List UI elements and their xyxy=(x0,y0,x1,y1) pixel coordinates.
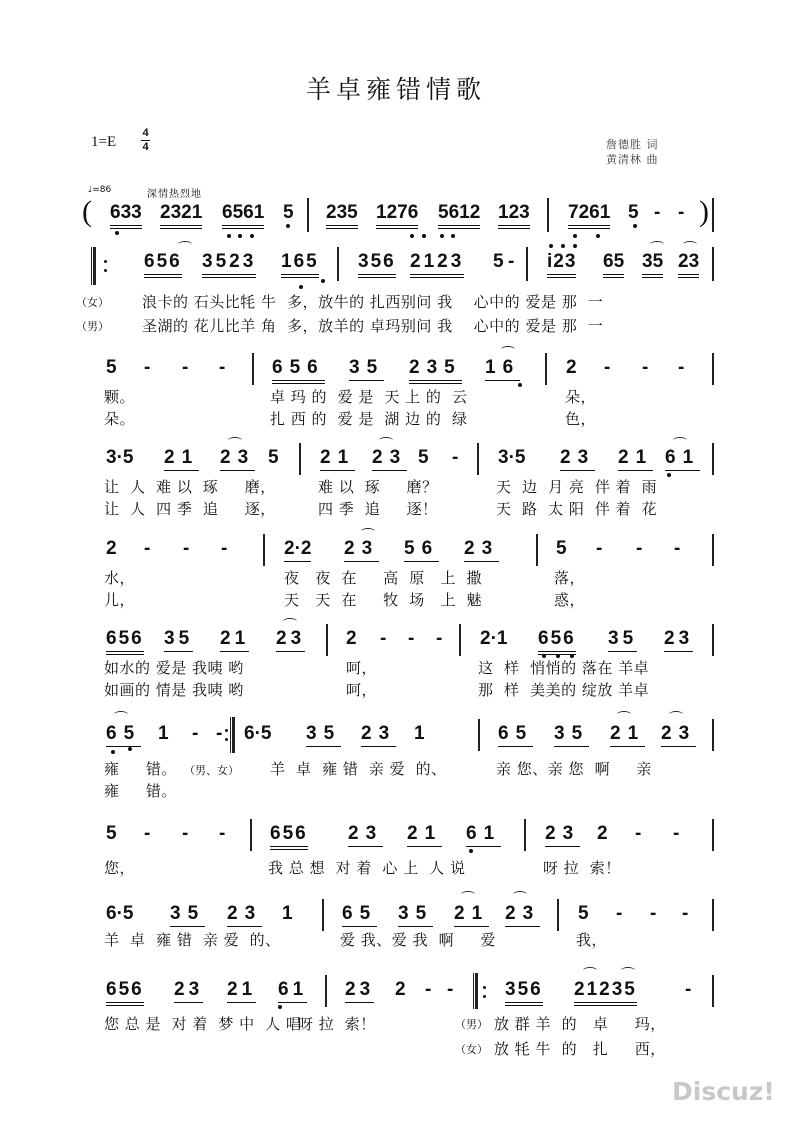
lyric: 儿， xyxy=(104,591,136,609)
tie-icon xyxy=(283,618,297,625)
note-group: 23 xyxy=(664,628,693,652)
male-label: （男） xyxy=(455,1018,488,1031)
note-group: 61 xyxy=(665,447,700,471)
time-sig-top: 4 xyxy=(142,127,149,139)
tie-icon xyxy=(513,891,527,898)
dash: - xyxy=(616,903,623,924)
lyric: 天 天 在 牧 场 上 魅 xyxy=(284,591,483,609)
key-signature: 1=E xyxy=(91,134,117,150)
note-group: 23 xyxy=(545,823,580,847)
dash: - xyxy=(144,538,151,559)
lyric-line-male: 圣湖的 花儿比羊 角 多，放羊的 卓玛别问 我 心中的 爱是 那 一 xyxy=(142,317,604,335)
male-female-label: （男、女） xyxy=(184,764,239,777)
dash: - xyxy=(452,447,459,468)
note-group: 21 xyxy=(454,903,489,927)
note: 1 xyxy=(282,903,293,924)
octave-dot xyxy=(410,234,414,238)
octave-dot xyxy=(451,234,455,238)
credits xyxy=(606,137,659,167)
lyric: 让 人 四 季 追 逐， xyxy=(104,500,276,518)
lyric: 雍 错。 xyxy=(104,782,177,800)
note-group: 16 xyxy=(485,357,520,381)
octave-dot xyxy=(573,244,577,248)
note-group: i23 xyxy=(547,251,576,278)
octave-dot xyxy=(440,234,444,238)
octave-dot xyxy=(667,473,671,477)
lyric: 卓 玛 的 爱 是 天 上 的 云 xyxy=(270,388,468,406)
expression-marking: 深情热烈地 xyxy=(147,189,202,200)
lyric: 羊 卓 雍 错 亲 爱 的、 xyxy=(104,931,281,949)
barline xyxy=(712,534,714,566)
octave-dot xyxy=(483,986,486,989)
note: 5 xyxy=(106,357,117,378)
note-group: 5612 xyxy=(438,202,480,229)
male-label: （男） xyxy=(76,320,109,333)
note-group: 633 xyxy=(110,202,142,229)
dash: - xyxy=(636,538,643,559)
dash: - xyxy=(425,979,432,1000)
octave-dot xyxy=(299,285,303,289)
tie-icon xyxy=(461,891,475,898)
note: 2 xyxy=(395,979,406,1000)
tie-icon xyxy=(501,346,515,353)
dash: - xyxy=(183,538,190,559)
dash: - xyxy=(674,538,681,559)
note-group: 35 xyxy=(349,357,384,381)
note-group: 656 xyxy=(272,357,325,384)
octave-dot xyxy=(321,279,325,283)
note-group: 656 xyxy=(538,628,576,655)
lyric: 雍 错。 xyxy=(104,760,177,778)
barline xyxy=(712,719,714,751)
dash: - xyxy=(508,251,515,272)
barline xyxy=(299,443,301,475)
barline xyxy=(526,247,528,281)
dash: - xyxy=(673,823,680,844)
note-group: 2321 xyxy=(160,202,202,229)
lyric: 让 人 难 以 琢 磨， xyxy=(104,478,276,496)
note-group: 35 xyxy=(306,723,341,747)
lyric: 放 群 羊 的 卓 玛， xyxy=(494,1015,666,1033)
tie-icon xyxy=(650,241,664,248)
note-group: 356 xyxy=(358,251,396,278)
lyric: 呵， xyxy=(346,681,378,699)
note: 1 xyxy=(414,723,425,744)
tie-icon xyxy=(228,437,242,444)
repeat-start-barline xyxy=(473,973,478,1009)
barline xyxy=(478,719,480,751)
lyric: 色， xyxy=(565,410,597,428)
octave-dot xyxy=(278,1005,282,1009)
note-group: 3·5 xyxy=(498,447,526,468)
dash: - xyxy=(447,979,454,1000)
note: 5 xyxy=(106,823,117,844)
dash: - xyxy=(642,357,649,378)
octave-dot xyxy=(518,383,522,387)
tie-icon xyxy=(379,437,393,444)
octave-dot xyxy=(225,738,228,741)
octave-dot xyxy=(104,260,107,263)
note-group: 1276 xyxy=(376,202,418,229)
note-group: 21 xyxy=(618,447,653,471)
lyric: 我， xyxy=(576,931,608,949)
barline xyxy=(545,353,547,385)
note-group: 2123 xyxy=(410,251,464,278)
close-paren: ) xyxy=(699,195,709,228)
note-group: 235 xyxy=(409,357,462,384)
watermark: Discuz! xyxy=(672,1077,775,1106)
octave-dot xyxy=(225,729,228,732)
lyricist: 詹德胜 词 xyxy=(606,138,659,151)
note-group: 65 xyxy=(342,903,377,927)
lyric: 您 总 是 对 着 梦 中 人 唱 xyxy=(104,1015,302,1033)
barline xyxy=(712,198,714,232)
note-group: 35 xyxy=(398,903,433,927)
note: 2 xyxy=(597,823,608,844)
octave-dot xyxy=(128,747,132,751)
note-group: 23 xyxy=(220,447,255,471)
barline xyxy=(326,624,328,656)
note-group: 123 xyxy=(498,202,530,229)
note-group: 35 xyxy=(554,723,589,747)
octave-dot xyxy=(483,995,486,998)
note: 5 xyxy=(283,202,294,223)
dash: - xyxy=(221,538,228,559)
lyric: 水， xyxy=(104,569,136,587)
note-group: 6561 xyxy=(222,202,264,229)
dash: - xyxy=(144,823,151,844)
tie-icon xyxy=(361,528,375,535)
repeat-end-barline xyxy=(230,717,235,753)
note-group: 23 xyxy=(505,903,540,927)
lyric: 这 样 悄悄的 落在 羊卓 xyxy=(478,659,650,677)
note-group: 656 xyxy=(144,251,182,278)
note-group: 21 xyxy=(407,823,442,847)
barline xyxy=(712,353,714,385)
dash: - xyxy=(436,628,443,649)
note-group: 21 xyxy=(220,628,249,652)
lyric: 如水的 爱是 我咦 哟 xyxy=(104,659,244,677)
note-group: 656 xyxy=(106,979,144,1006)
lyric: 扎 西 的 爱 是 湖 边 的 绿 xyxy=(270,410,468,428)
barline xyxy=(712,247,714,281)
barline xyxy=(712,975,714,1007)
tie-icon xyxy=(669,711,683,718)
note-group: 7261 xyxy=(568,202,610,229)
barline xyxy=(322,899,324,931)
octave-dot xyxy=(561,244,565,248)
note-group: 21 xyxy=(227,979,256,1003)
time-signature xyxy=(141,128,150,153)
dash: - xyxy=(182,823,189,844)
barline xyxy=(712,443,714,475)
note-group: 656 xyxy=(270,823,308,850)
barline xyxy=(712,899,714,931)
lyric: 颗。 xyxy=(104,388,136,406)
note: 5 xyxy=(493,251,504,272)
note-group: 21 xyxy=(610,723,645,747)
barline xyxy=(337,247,339,281)
barline xyxy=(557,899,559,931)
lyric: 羊 卓 雍 错 亲 爱 的、 xyxy=(270,760,447,778)
lyric: 我 总 想 对 着 心 上 人 说 xyxy=(268,859,466,877)
barline xyxy=(524,819,526,851)
lyric-line-female: 浪卡的 石头比牦 牛 多，放牛的 扎西别问 我 心中的 爱是 那 一 xyxy=(142,293,604,311)
lyric: 呀 拉 索！ xyxy=(543,859,621,877)
open-paren: ( xyxy=(82,195,92,228)
note-group: 3523 xyxy=(202,251,256,278)
tempo-marking: ♩=86 xyxy=(88,185,112,195)
barline xyxy=(252,353,254,385)
note-group: 23 xyxy=(348,823,383,847)
note-group: 56 xyxy=(404,538,439,562)
note-group: 356 xyxy=(505,979,543,1006)
time-sig-bottom: 4 xyxy=(142,141,149,153)
octave-dot xyxy=(422,234,426,238)
lyric: 天 边 月 亮 伴 着 雨 xyxy=(496,478,658,496)
dash: - xyxy=(219,357,226,378)
female-label: （女） xyxy=(455,1043,488,1056)
dash: - xyxy=(685,979,692,1000)
dash: - xyxy=(144,357,151,378)
barline xyxy=(477,443,479,475)
note: 5 xyxy=(628,202,639,223)
barline xyxy=(536,534,538,566)
dash: - xyxy=(182,357,189,378)
tie-icon xyxy=(114,711,128,718)
dash: - xyxy=(682,903,689,924)
dash: - xyxy=(596,538,603,559)
lyric: 朵。 xyxy=(104,410,136,428)
octave-dot xyxy=(111,750,115,754)
note-group: 2·2 xyxy=(284,538,311,562)
dash: - xyxy=(678,357,685,378)
lyric: 爱 我、爱 我 啊 爱 xyxy=(340,931,496,949)
tie-icon xyxy=(178,241,192,248)
lyric: 呀 拉 索！ xyxy=(298,1015,376,1033)
barline xyxy=(547,198,549,232)
tie-icon xyxy=(683,241,697,248)
repeat-start-barline xyxy=(91,247,96,285)
dash: - xyxy=(408,628,415,649)
note-group: 235 xyxy=(326,202,358,229)
note: 5 xyxy=(578,903,589,924)
dash: - xyxy=(635,823,642,844)
note-group: 23 xyxy=(361,723,396,747)
tie-icon xyxy=(621,967,635,974)
barline xyxy=(325,975,327,1007)
barline xyxy=(263,534,265,566)
note-group: 6·5 xyxy=(244,723,272,744)
octave-dot xyxy=(549,244,553,248)
lyric: 如画的 情是 我咦 哟 xyxy=(104,681,244,699)
dash: - xyxy=(192,723,199,744)
note-group: 21 xyxy=(164,447,199,471)
octave-dot xyxy=(596,234,600,238)
note-group: 61 xyxy=(278,979,307,1003)
lyric: 天 路 太 阳 伴 着 花 xyxy=(496,500,658,518)
note-group: 23 xyxy=(276,628,305,652)
lyric: 那 样 美美的 绽放 羊卓 xyxy=(478,681,650,699)
tie-icon xyxy=(617,711,631,718)
lyric: 亲 您、亲 您 啊 亲 xyxy=(496,760,652,778)
dash: - xyxy=(654,202,661,223)
note: 5 xyxy=(268,447,279,468)
note: 5 xyxy=(418,447,429,468)
lyric: 呵， xyxy=(346,659,378,677)
note-group: 23 xyxy=(678,251,699,278)
note-group: 23 xyxy=(344,538,379,562)
lyric: 您， xyxy=(104,859,136,877)
low-octave-dot xyxy=(286,224,290,228)
lyric: 难 以 琢 磨？ xyxy=(318,478,438,496)
note-group: 35 xyxy=(642,251,663,278)
lyric: 朵， xyxy=(565,388,597,406)
barline xyxy=(307,198,309,232)
low-octave-dot xyxy=(115,231,119,235)
octave-dot xyxy=(469,849,473,853)
composer: 黄清林 曲 xyxy=(606,153,659,166)
octave-dot xyxy=(250,234,254,238)
note-group: 21 xyxy=(320,447,355,471)
lyric: 夜 夜 在 高 原 上 撒 xyxy=(284,569,483,587)
note-group: 23 xyxy=(345,979,374,1003)
note: 2 xyxy=(566,357,577,378)
dash: - xyxy=(678,202,685,223)
note-group: 35 xyxy=(170,903,205,927)
note-group: 21235 xyxy=(574,979,637,1006)
octave-dot xyxy=(633,224,637,228)
barline xyxy=(250,819,252,851)
note-group: 65 xyxy=(498,723,533,747)
note-group: 65 xyxy=(106,723,141,747)
dash: - xyxy=(219,823,226,844)
lyric: 四 季 追 逐！ xyxy=(318,500,438,518)
note-group: 65 xyxy=(603,251,624,278)
note-group: 23 xyxy=(372,447,407,471)
lyric: 放 牦 牛 的 扎 西， xyxy=(494,1040,666,1058)
dash: - xyxy=(650,903,657,924)
lyric: 落， xyxy=(554,569,586,587)
note-group: 23 xyxy=(174,979,203,1003)
tie-icon xyxy=(583,967,597,974)
note: 5 xyxy=(556,538,567,559)
note-group: 35 xyxy=(164,628,193,652)
octave-dot xyxy=(238,234,242,238)
octave-dot xyxy=(573,234,577,238)
lyric: 惑， xyxy=(554,591,586,609)
dash: - xyxy=(216,723,223,744)
tie-icon xyxy=(673,437,687,444)
note-group: 23 xyxy=(560,447,595,471)
octave-dot xyxy=(104,269,107,272)
note-group: 656 xyxy=(106,628,144,655)
female-label: （女） xyxy=(76,296,109,309)
song-title: 羊卓雍错情歌 xyxy=(305,75,486,104)
octave-dot xyxy=(227,234,231,238)
note: 2 xyxy=(106,538,117,559)
dash: - xyxy=(380,628,387,649)
note-group: 6·5 xyxy=(106,903,134,924)
note-group: 23 xyxy=(464,538,499,562)
barline xyxy=(712,624,714,656)
dash: - xyxy=(604,357,611,378)
note-group: 23 xyxy=(661,723,696,747)
barline xyxy=(712,819,714,851)
note-group: 23 xyxy=(227,903,262,927)
note-group: 35 xyxy=(608,628,637,652)
note-group: 61 xyxy=(466,823,501,847)
note: 1 xyxy=(158,723,169,744)
note-group: 165 xyxy=(281,251,319,278)
barline xyxy=(459,624,461,656)
note-group: 2·1 xyxy=(480,628,508,649)
note: 2 xyxy=(346,628,357,649)
note-group: 3·5 xyxy=(106,447,134,468)
